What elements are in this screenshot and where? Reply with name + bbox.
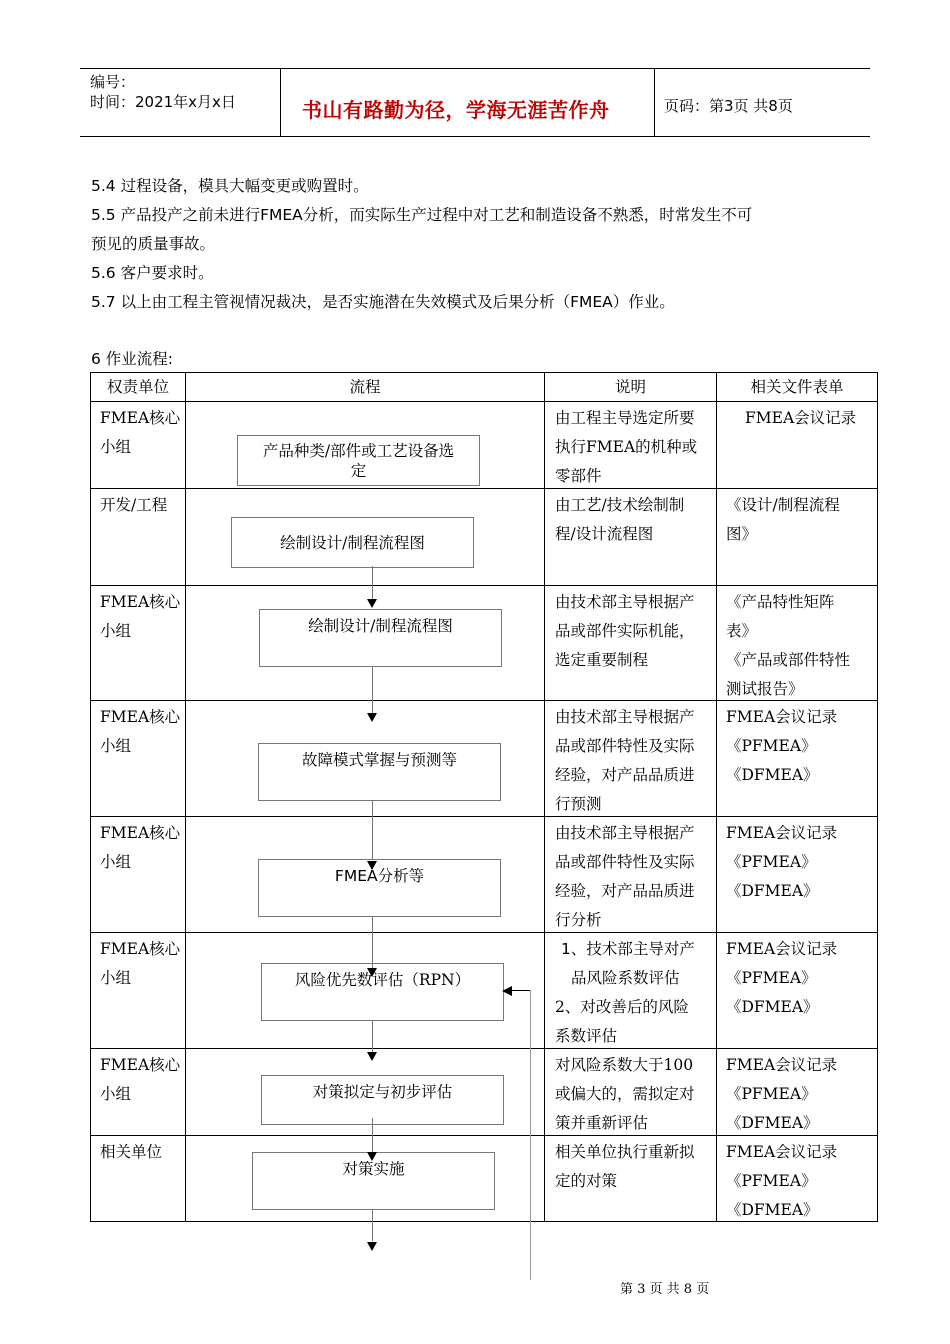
unit-cell: FMEA核心 小组 <box>100 1056 181 1103</box>
description-cell: 由技术部主导根据产 品或部件特性及实际 经验，对产品品质进 行分析 <box>555 824 695 929</box>
documents-cell: FMEA会议记录 《PFMEA》 《DFMEA》 <box>726 824 838 900</box>
arrow-down-icon <box>367 1152 377 1161</box>
arrow-down-icon <box>367 713 377 722</box>
arrow-down-icon <box>367 1242 377 1251</box>
description-cell: 相关单位执行重新拟 定的对策 <box>555 1143 695 1190</box>
header-divider <box>654 69 655 136</box>
paragraph: 5.5 产品投产之前未进行FMEA分析，而实际生产过程中对工艺和制造设备不熟悉，时常发生不可 <box>91 206 753 224</box>
arrow-down-icon <box>367 599 377 608</box>
documents-cell: FMEA会议记录 《PFMEA》 《DFMEA》 <box>726 1056 838 1132</box>
paragraph: 5.6 客户要求时。 <box>91 264 214 282</box>
unit-cell: FMEA核心 小组 <box>100 593 181 640</box>
flow-step-box: 对策实施 <box>252 1152 495 1210</box>
description-cell: 由技术部主导根据产 品或部件实际机能， 选定重要制程 <box>555 593 695 669</box>
flow-connector <box>372 666 373 713</box>
description-cell: 由工程主导选定所要 执行FMEA的机种或 零部件 <box>555 409 698 485</box>
unit-cell: FMEA核心 小组 <box>100 409 181 456</box>
flow-step-box: 对策拟定与初步评估 <box>261 1075 504 1125</box>
arrow-down-icon <box>367 968 377 977</box>
header-date-label: 时间：2021年x月x日 <box>90 93 236 111</box>
unit-cell: 开发/工程 <box>100 496 168 514</box>
documents-cell: FMEA会议记录 《PFMEA》 《DFMEA》 <box>726 708 838 784</box>
flow-connector <box>372 917 373 969</box>
flow-step-box: FMEA分析等 <box>258 859 501 917</box>
documents-cell: FMEA会议记录 《PFMEA》 《DFMEA》 <box>726 1143 838 1219</box>
documents-cell: FMEA会议记录 <box>745 409 857 427</box>
flow-step-box: 风险优先数评估（RPN） <box>261 963 504 1021</box>
flow-step-box: 故障模式掌握与预测等 <box>258 743 501 801</box>
header-page-label: 页码：第3页 共8页 <box>664 97 793 115</box>
description-cell: 1、技术部主导对产 品风险系数评估 2、对改善后的风险 系数评估 <box>555 940 695 1045</box>
paragraph: 5.4 过程设备，模具大幅变更或购置时。 <box>91 177 369 195</box>
feedback-loop-line <box>512 990 530 991</box>
header-bottom-rule <box>80 136 870 137</box>
description-cell: 由工艺/技术绘制制 程/设计流程图 <box>555 496 685 543</box>
unit-cell: FMEA核心 小组 <box>100 708 181 755</box>
documents-cell: 《产品特性矩阵 表》 《产品或部件特性 测试报告》 <box>726 593 851 698</box>
feedback-loop-line <box>530 990 531 1280</box>
header-top-rule <box>80 68 870 69</box>
flow-connector <box>372 1209 373 1241</box>
description-cell: 对风险系数大于100 或偏大的，需拟定对 策并重新评估 <box>555 1056 695 1132</box>
column-header-documents: 相关文件表单 <box>750 378 844 396</box>
flow-step-box: 绘制设计/制程流程图 <box>231 517 474 568</box>
flow-connector <box>372 566 373 599</box>
unit-cell: 相关单位 <box>100 1143 163 1161</box>
flow-connector <box>372 1020 373 1052</box>
header-motto: 书山有路勤为径，学海无涯苦作舟 <box>302 98 610 122</box>
unit-cell: FMEA核心 小组 <box>100 824 181 871</box>
header-number-label: 编号： <box>90 73 136 91</box>
arrow-down-icon <box>367 1052 377 1061</box>
unit-cell: FMEA核心 小组 <box>100 940 181 987</box>
description-cell: 由技术部主导根据产 品或部件特性及实际 经验，对产品品质进 行预测 <box>555 708 695 813</box>
header-divider <box>280 69 281 136</box>
column-header-description: 说明 <box>614 378 646 396</box>
documents-cell: 《设计/制程流程 图》 <box>726 496 840 543</box>
section-title: 6 作业流程: <box>91 350 174 368</box>
flow-step-box: 绘制设计/制程流程图 <box>259 609 502 667</box>
flow-connector <box>372 800 373 859</box>
paragraph: 5.7 以上由工程主管视情况裁决，是否实施潜在失效模式及后果分析（FMEA）作业。 <box>91 293 675 311</box>
flow-connector <box>372 1118 373 1152</box>
flow-step-box: 产品种类/部件或工艺设备选 定 <box>237 435 480 486</box>
paragraph: 预见的质量事故。 <box>91 235 216 253</box>
column-header-unit: 权责单位 <box>106 378 169 396</box>
page-footer: 第 3 页 共 8 页 <box>620 1282 710 1297</box>
column-header-flow: 流程 <box>349 378 381 396</box>
documents-cell: FMEA会议记录 《PFMEA》 《DFMEA》 <box>726 940 838 1016</box>
arrow-left-icon <box>502 986 512 996</box>
arrow-down-icon <box>367 861 377 870</box>
